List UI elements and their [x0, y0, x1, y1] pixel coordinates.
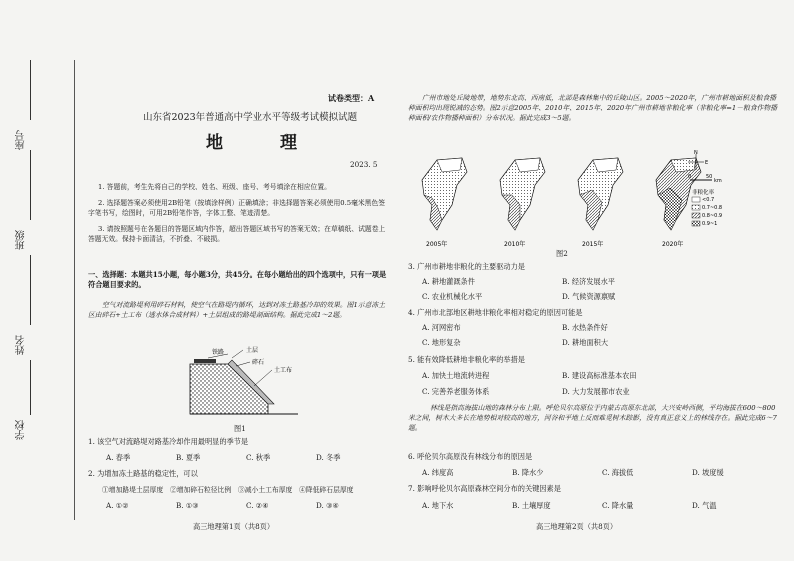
paper-type: 试卷类型：A: [328, 93, 375, 103]
legend-item-1: <0.7: [702, 197, 715, 203]
q7-option-b[interactable]: B. 土壤厚度: [512, 501, 551, 510]
q7-option-c[interactable]: C. 降水量: [602, 501, 634, 510]
q3-option-c[interactable]: C. 农业机械化水平: [422, 292, 483, 301]
name-line: [30, 255, 31, 325]
fig1-label-gravel: 碎石: [252, 359, 265, 366]
guangzhou-intro: 广州市地处丘陵地带，地势东北高、西南低，北部是森林集中的丘陵山区。2005～2020年，广州市耕地面积及粮食播种面积均出现锐减的态势。图2示意2005年、2010年、2015年、2020年广州市耕地非粮化率（非粮化率=1－粮食作物播种面积/农作物播种面积）分布状况。据此完成3～5题。: [408, 94, 778, 122]
q2-option-c[interactable]: C. ②④: [246, 501, 269, 510]
q2-option-a[interactable]: A. ①②: [106, 501, 129, 510]
figure-2-caption: 图2: [556, 249, 568, 258]
fig1-label-soil: 土层: [246, 347, 259, 354]
section-1-intro: 空气对流路堤利用碎石材料，使空气在路堤内循环，达到对冻土路基冷却的效果。图1示意冻土区由碎石+土工布（透水体合成材料）+土层组成的路堤剖面结构。据此完成1～2题。: [88, 301, 385, 319]
q7-option-a[interactable]: A. 地下水: [422, 501, 454, 510]
q3-option-d[interactable]: D. 气候资源禀赋: [562, 292, 616, 301]
school-line: [30, 360, 31, 415]
treeline-intro: 林线是指高海拔山地的森林分布上限。呼伦贝尔高原位于内蒙古高原东北部，大兴安岭西侧，平均海拔在600～800米之间，树木大多长在地势相对较高的地方，河谷和平地上反而难觅树木踪影，没有真正意义上的林线存在。据此完成6～7题。: [408, 404, 777, 432]
q6-option-a[interactable]: A. 纬度高: [422, 468, 454, 477]
q4-stem: 4. 广州市北部地区耕地非粮化率相对稳定的原因可能是: [408, 308, 583, 317]
seat-label: 座号: [16, 130, 27, 150]
q1-option-c[interactable]: C. 秋季: [246, 453, 271, 462]
figure-2-maps: [412, 150, 782, 250]
q4-option-c[interactable]: C. 地形复杂: [422, 338, 461, 347]
subject-title: 地 理: [206, 133, 317, 153]
svg-text:km: km: [714, 178, 722, 184]
q4-option-d[interactable]: D. 耕地面积大: [562, 338, 609, 347]
q5-option-a[interactable]: A. 加快土地流转进程: [422, 371, 490, 380]
legend-title: 非粮化率: [692, 190, 715, 196]
q4-option-a[interactable]: A. 河网密布: [422, 323, 461, 332]
q3-stem: 3. 广州市耕地非粮化的主要驱动力是: [408, 262, 525, 271]
q6-option-d[interactable]: D. 坡度缓: [692, 468, 724, 477]
legend-item-3: 0.8~0.9: [702, 213, 723, 219]
map-year-2010: 2010年: [504, 241, 526, 248]
instruction-1: 1. 答题前，考生先将自己的学校、姓名、班级、座号、考号填涂在相应位置。: [98, 183, 331, 191]
q3-option-a[interactable]: A. 耕地灌溉条件: [422, 277, 475, 286]
fig1-label-railway: 铁路: [212, 349, 225, 356]
map-2015: [578, 158, 623, 230]
q6-option-b[interactable]: B. 降水少: [512, 468, 544, 477]
q5-stem: 5. 能有效降低耕地非粮化率的举措是: [408, 355, 525, 364]
q2-option-b[interactable]: B. ①③: [176, 501, 199, 510]
q5-option-b[interactable]: B. 建设高标准基本农田: [562, 371, 637, 380]
svg-text:E: E: [705, 160, 709, 166]
q6-stem: 6. 呼伦贝尔高原没有林线分布的原因是: [408, 452, 533, 461]
legend: [692, 197, 722, 227]
binding-divider: [74, 60, 75, 520]
instruction-3: 3. 请按照题号在各题目的答题区域内作答，超出答题区域书写的答案无效；在草稿纸、试题卷上答题无效。保持卡面清洁，不折叠、不破损。: [88, 225, 386, 243]
section-1-heading: 一、选择题：本题共15小题，每小题3分，共45分。在每小题给出的四个选项中，只有一项是符合题目要求的。: [88, 270, 387, 289]
q2-stem: 2. 为增加冻土路基的稳定性，可以: [88, 469, 198, 478]
railway-track: [194, 359, 216, 363]
page-2-footer: 高三地理第2页（共8页）: [536, 522, 618, 531]
figure-1-embankment: [188, 344, 318, 420]
exam-title: 山东省2023年普通高中学业水平等级考试模拟试题: [143, 112, 358, 123]
q3-option-b[interactable]: B. 经济发展水平: [562, 277, 615, 286]
q7-option-d[interactable]: D. 气温: [692, 501, 717, 510]
name-label: 姓名: [16, 335, 27, 355]
q1-stem: 1. 该空气对流路堤对路基冷却作用最明显的季节是: [88, 437, 249, 446]
map-2010: [500, 158, 545, 230]
svg-text:N: N: [694, 150, 698, 156]
seat-line: [30, 60, 31, 120]
legend-item-2: 0.7~0.8: [702, 205, 723, 211]
binding-strip: [0, 0, 60, 561]
q6-option-c[interactable]: C. 海拔低: [602, 468, 634, 477]
q2-option-d[interactable]: D. ③④: [316, 501, 339, 510]
q5-option-d[interactable]: D. 大力发展都市农业: [562, 387, 630, 396]
svg-text:50: 50: [706, 174, 713, 180]
page-1-footer: 高三地理第1页（共8页）: [193, 522, 275, 531]
school-label: 学校: [16, 420, 27, 440]
exam-date: 2023. 5: [350, 160, 378, 169]
map-year-2015: 2015年: [582, 241, 604, 248]
q1-option-d[interactable]: D. 冬季: [316, 453, 341, 462]
q7-stem: 7. 影响呼伦贝尔高原森林空间分布的关键因素是: [408, 484, 561, 493]
map-year-2020: 2020年: [662, 241, 684, 248]
map-year-2005: 2005年: [426, 241, 448, 248]
fig1-label-geotextile: 土工布: [274, 367, 293, 374]
map-2005: [422, 158, 467, 230]
q2-items: ①增加路堤土层厚度 ②增加碎石粒径比例 ③减小土工布厚度 ④降低碎石层厚度: [102, 486, 354, 494]
figure-1-caption: 图1: [234, 424, 246, 433]
q1-option-a[interactable]: A. 春季: [106, 453, 131, 462]
class-line: [30, 150, 31, 220]
class-label: 班级: [16, 230, 27, 250]
svg-text:0: 0: [688, 174, 692, 180]
q4-option-b[interactable]: B. 水热条件好: [562, 323, 608, 332]
instruction-2: 2. 选择题答案必须使用2B铅笔（按填涂样例）正确填涂；非选择题答案必须使用0.5毫米黑色签字笔书写，绘图时，可用2B铅笔作答，字体工整、笔迹清楚。: [88, 199, 386, 217]
legend-item-4: 0.9~1: [702, 221, 718, 227]
q1-option-b[interactable]: B. 夏季: [176, 453, 201, 462]
q5-option-c[interactable]: C. 完善养老服务体系: [422, 387, 490, 396]
